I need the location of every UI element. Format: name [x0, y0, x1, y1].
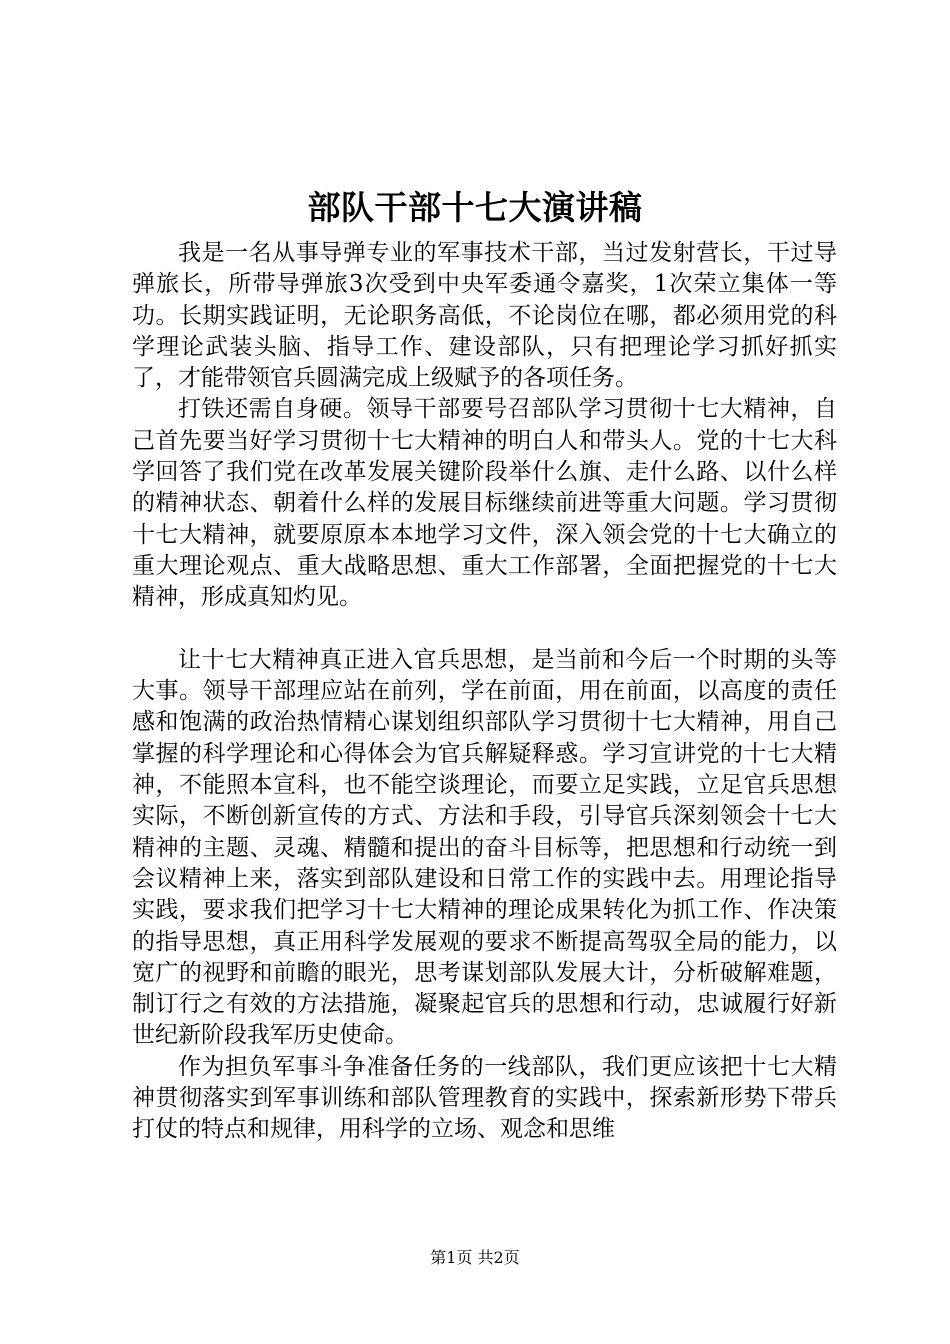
paragraph-4: 作为担负军事斗争准备任务的一线部队，我们更应该把十七大精神贯彻落实到军事训练和部队管理教育的实践中，探索新形势下带兵打仗的特点和规律，用科学的立场、观念和思维: [132, 1053, 837, 1143]
paragraph-1: 我是一名从事导弹专业的军事技术干部，当过发射营长，干过导弹旅长，所带导弹旅3次受到中央军委通令嘉奖，1次荣立集体一等功。长期实践证明，无论职务高低，不论岗位在哪，都必须用党的科学理论武装头脑、指导工作、建设部队，只有把理论学习抓好抓实了，才能带领官兵圆满完成上级赋予的各项任务。: [132, 240, 837, 392]
paragraph-3: 让十七大精神真正进入官兵思想，是当前和今后一个时期的头等大事。领导干部理应站在前列，学在前面，用在前面，以高度的责任感和饱满的政治热情精心谋划组织部队学习贯彻十七大精神，用自己掌握的科学理论和心得体会为官兵解疑释惑。学习宣讲党的十七大精神，不能照本宣科，也不能空谈理论，而要立足实践，立足官兵思想实际，不断创新宣传的方式、方法和手段，引导官兵深刻领会十七大精神的主题、灵魂、精髓和提出的奋斗目标等，把思想和行动统一到会议精神上来，落实到部队建设和日常工作的实践中去。用理论指导实践，要求我们把学习十七大精神的理论成果转化为抓工作、作决策的指导思想，真正用科学发展观的要求不断提高驾驭全局的能力，以宽广的视野和前瞻的眼光，思考谋划部队发展大计，分析破解难题，制订行之有效的方法措施，凝聚起官兵的思想和行动，忠诚履行好新世纪新阶段我军历史使命。: [132, 646, 837, 1049]
document-title: 部队干部十七大演讲稿: [307, 188, 643, 227]
document-body: [132, 238, 837, 1146]
page-footer: 第1页 共2页: [430, 1248, 520, 1267]
paragraph-2: 打铁还需自身硬。领导干部要号召部队学习贯彻十七大精神，自己首先要当好学习贯彻十七大精神的明白人和带头人。党的十七大科学回答了我们党在改革发展关键阶段举什么旗、走什么路、以什么样的精神状态、朝着什么样的发展目标继续前进等重大问题。学习贯彻十七大精神，就要原原本本地学习文件，深入领会党的十七大确立的重大理论观点、重大战略思想、重大工作部署，全面把握党的十七大精神，形成真知灼见。: [132, 396, 837, 611]
